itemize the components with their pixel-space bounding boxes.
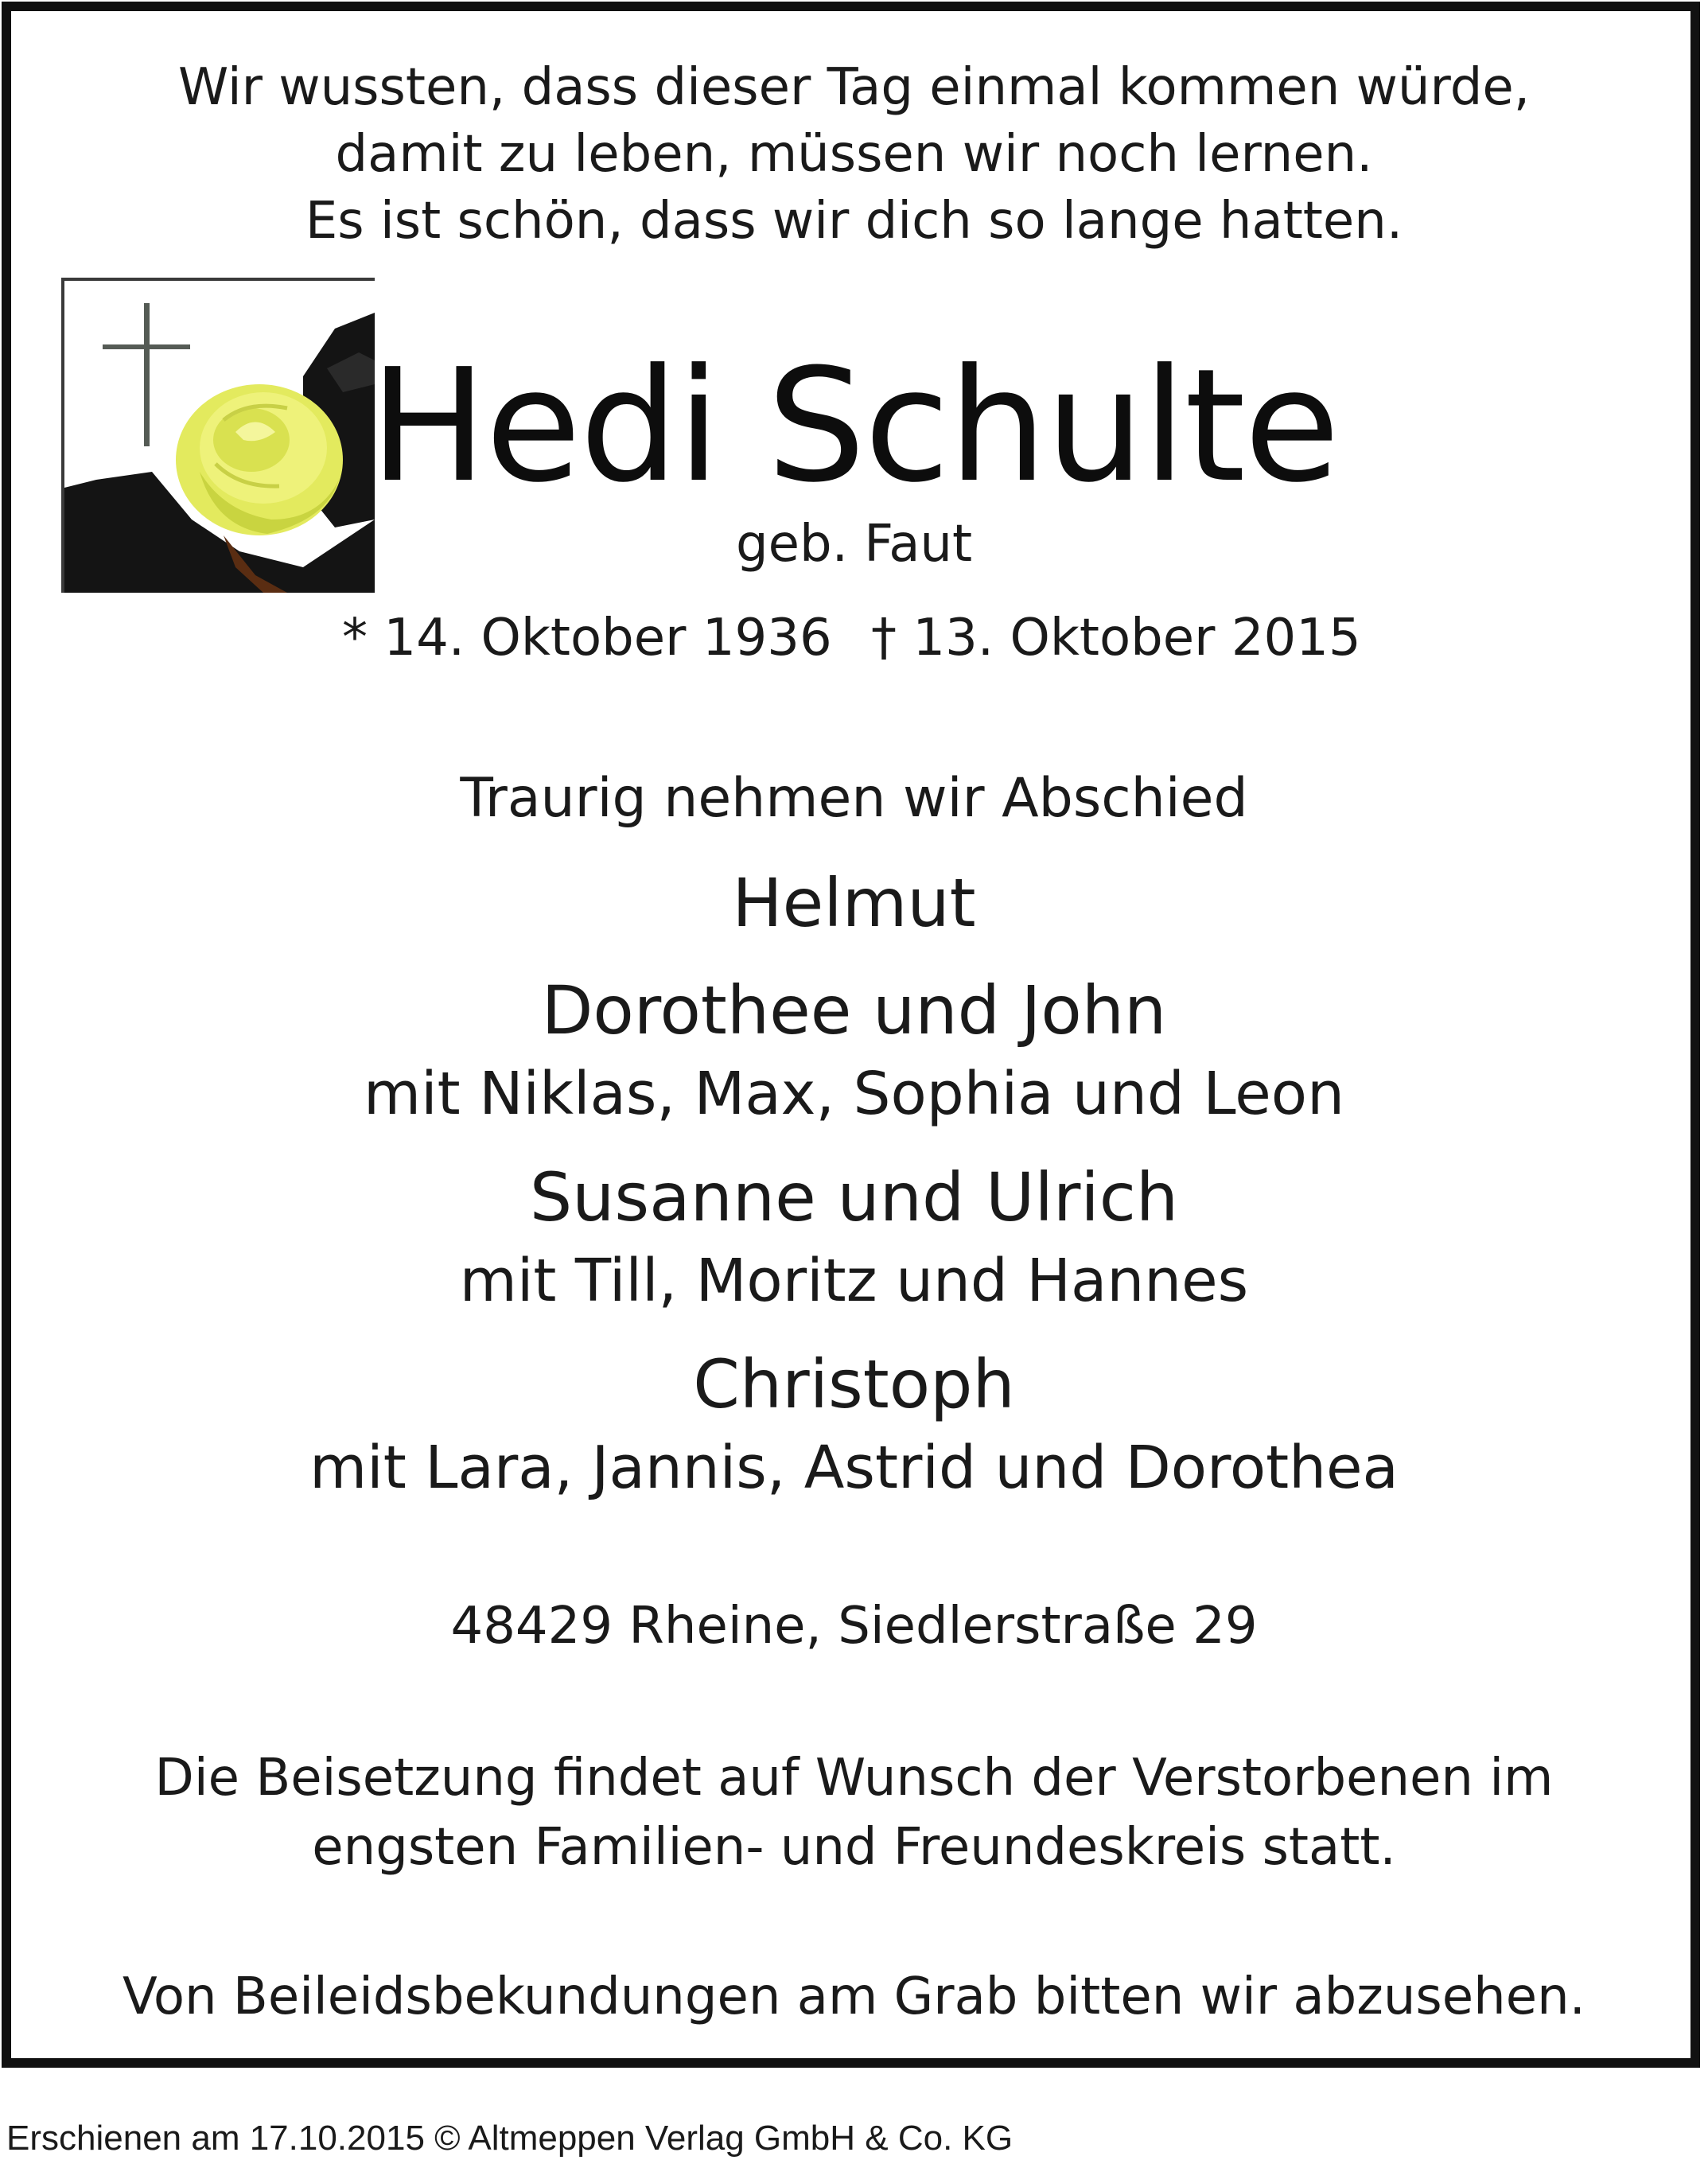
poem-line-3: Es ist schön, dass wir dich so lange hatten. bbox=[305, 192, 1403, 251]
poem-line-1: Wir wussten, dass dieser Tag einmal kommen würde, bbox=[177, 58, 1531, 117]
mourner-dorothee-children: mit Niklas, Max, Sophia und Leon bbox=[364, 1060, 1344, 1128]
maiden-name: geb. Faut bbox=[735, 515, 973, 574]
burial-note-line-1: Die Beisetzung findet auf Wunsch der Verstorbenen im bbox=[154, 1749, 1554, 1808]
mourner-dorothee-john: Dorothee und John bbox=[541, 971, 1167, 1049]
mourner-helmut: Helmut bbox=[732, 864, 976, 942]
farewell-intro: Traurig nehmen wir Abschied bbox=[460, 767, 1248, 830]
publication-footer: Erschienen am 17.10.2015 © Altmeppen Verlag GmbH & Co. KG bbox=[6, 2119, 1014, 2158]
birth-date: * 14. Oktober 1936 bbox=[342, 609, 832, 667]
address: 48429 Rheine, Siedlerstraße 29 bbox=[450, 1597, 1258, 1656]
burial-note-line-2: engsten Familien- und Freundeskreis statt. bbox=[312, 1818, 1396, 1877]
mourner-christoph: Christoph bbox=[693, 1345, 1015, 1423]
mourner-susanne-children: mit Till, Moritz und Hannes bbox=[459, 1247, 1249, 1315]
condolence-note: Von Beileidsbekundungen am Grab bitten wir abzusehen. bbox=[123, 1967, 1585, 2026]
death-date: † 13. Oktober 2015 bbox=[871, 609, 1361, 667]
deceased-name: Hedi Schulte bbox=[369, 336, 1339, 517]
mourner-christoph-children: mit Lara, Jannis, Astrid und Dorothea bbox=[309, 1434, 1399, 1502]
mourner-susanne-ulrich: Susanne und Ulrich bbox=[529, 1158, 1179, 1236]
life-dates bbox=[0, 609, 1708, 668]
poem-line-2: damit zu leben, müssen wir noch lernen. bbox=[335, 125, 1373, 184]
